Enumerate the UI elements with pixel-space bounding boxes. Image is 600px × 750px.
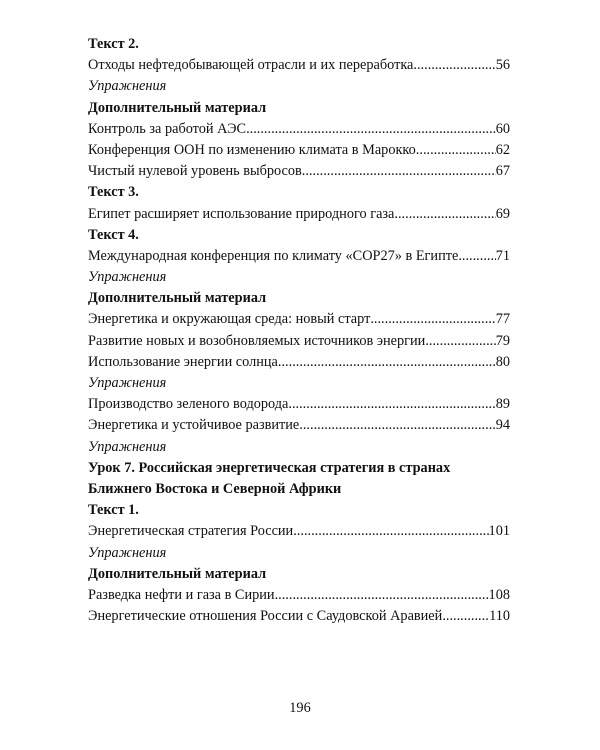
toc-entry: [88, 119, 510, 140]
toc-entry-title: Энергетика и устойчивое развитие: [88, 417, 300, 434]
toc-entry-title: Энергетические отношения России с Саудовской Аравией: [88, 608, 443, 625]
toc-entry-title: Египет расширяет использование природного газа: [88, 205, 395, 222]
toc-exercises-label: Упражнения: [88, 78, 167, 95]
toc-leader-dots: [370, 309, 495, 330]
toc-entry-title: Отходы нефтедобывающей отрасли и их переработка: [88, 57, 414, 74]
toc-entry-title: Чистый нулевой уровень выбросов: [88, 163, 302, 180]
toc-entry-page: 56: [495, 57, 510, 74]
toc-leader-dots: [302, 161, 496, 182]
toc-entry-page: 67: [495, 163, 510, 180]
toc-entry-page: 94: [495, 417, 510, 434]
toc-leader-dots: [413, 55, 495, 76]
page-number: 196: [289, 700, 311, 716]
toc-leader-dots: [416, 140, 496, 161]
toc-section-heading: Дополнительный материал: [88, 565, 267, 582]
toc-entry-title: Энергетическая стратегия России: [88, 523, 294, 540]
toc-leader-dots: [442, 606, 489, 627]
toc-exercises-label: Упражнения: [88, 544, 167, 561]
toc-entry-page: 62: [495, 141, 510, 158]
toc-entry: [88, 140, 510, 161]
toc-section-heading: Ближнего Востока и Северной Африки: [88, 480, 342, 497]
toc-leader-dots: [425, 331, 495, 352]
toc-entry-page: 71: [495, 247, 510, 264]
toc-section-heading: Дополнительный материал: [88, 99, 267, 116]
toc-entry-title: Контроль за работой АЭС: [88, 120, 247, 137]
toc-section-heading: Урок 7. Российская энергетическая стратегия в странах: [88, 459, 451, 476]
toc-entry-page: 69: [495, 205, 510, 222]
toc-leader-dots: [394, 204, 495, 225]
toc-entry-title: Разведка нефти и газа в Сирии: [88, 586, 275, 603]
toc-entry: [88, 352, 510, 373]
table-of-contents: [88, 34, 510, 627]
toc-leader-dots: [246, 119, 496, 140]
toc-entry-page: 60: [495, 120, 510, 137]
toc-leader-dots: [275, 585, 489, 606]
toc-entry-title: Развитие новых и возобновляемых источников энергии: [88, 332, 426, 349]
toc-entry: [88, 394, 510, 415]
toc-section-heading: Текст 2.: [88, 36, 139, 52]
toc-entry-page: 80: [495, 353, 510, 370]
toc-leader-dots: [278, 352, 496, 373]
toc-entry-page: 101: [488, 523, 510, 540]
toc-entry-title: Использование энергии солнца: [88, 353, 278, 370]
toc-entry: [88, 585, 510, 606]
toc-entry-page: 110: [489, 608, 510, 625]
toc-entry: [88, 161, 510, 182]
toc-leader-dots: [458, 246, 495, 267]
toc-entry-page: 77: [495, 311, 510, 328]
toc-section-heading: Текст 4.: [88, 226, 139, 243]
toc-exercises-label: Упражнения: [88, 269, 167, 286]
toc-leader-dots: [288, 394, 495, 415]
toc-entry: [88, 521, 510, 542]
toc-exercises-label: Упражнения: [88, 438, 167, 455]
toc-entry-title: Энергетика и окружающая среда: новый старт: [88, 311, 371, 328]
toc-entry: [88, 415, 510, 436]
toc-leader-dots: [299, 415, 495, 436]
toc-entry-title: Международная конференция по климату «COP27» в Египте: [88, 247, 459, 264]
toc-section-heading: Дополнительный материал: [88, 290, 267, 307]
toc-entry-page: 108: [488, 586, 510, 603]
toc-exercises-label: Упражнения: [88, 375, 167, 391]
toc-entry: [88, 309, 510, 330]
toc-section-heading: Текст 3.: [88, 184, 139, 201]
toc-entry: [88, 606, 510, 627]
toc-entry-title: Конференция ООН по изменению климата в Марокко: [88, 141, 416, 158]
toc-entry: [88, 55, 510, 76]
toc-entry: [88, 331, 510, 352]
toc-entry: [88, 204, 510, 225]
toc-entry-page: 89: [495, 396, 510, 413]
toc-leader-dots: [293, 521, 488, 542]
toc-section-heading: Текст 1.: [88, 502, 139, 519]
toc-entry: [88, 246, 510, 267]
toc-entry-page: 79: [495, 332, 510, 349]
toc-entry-title: Производство зеленого водорода: [88, 396, 289, 413]
